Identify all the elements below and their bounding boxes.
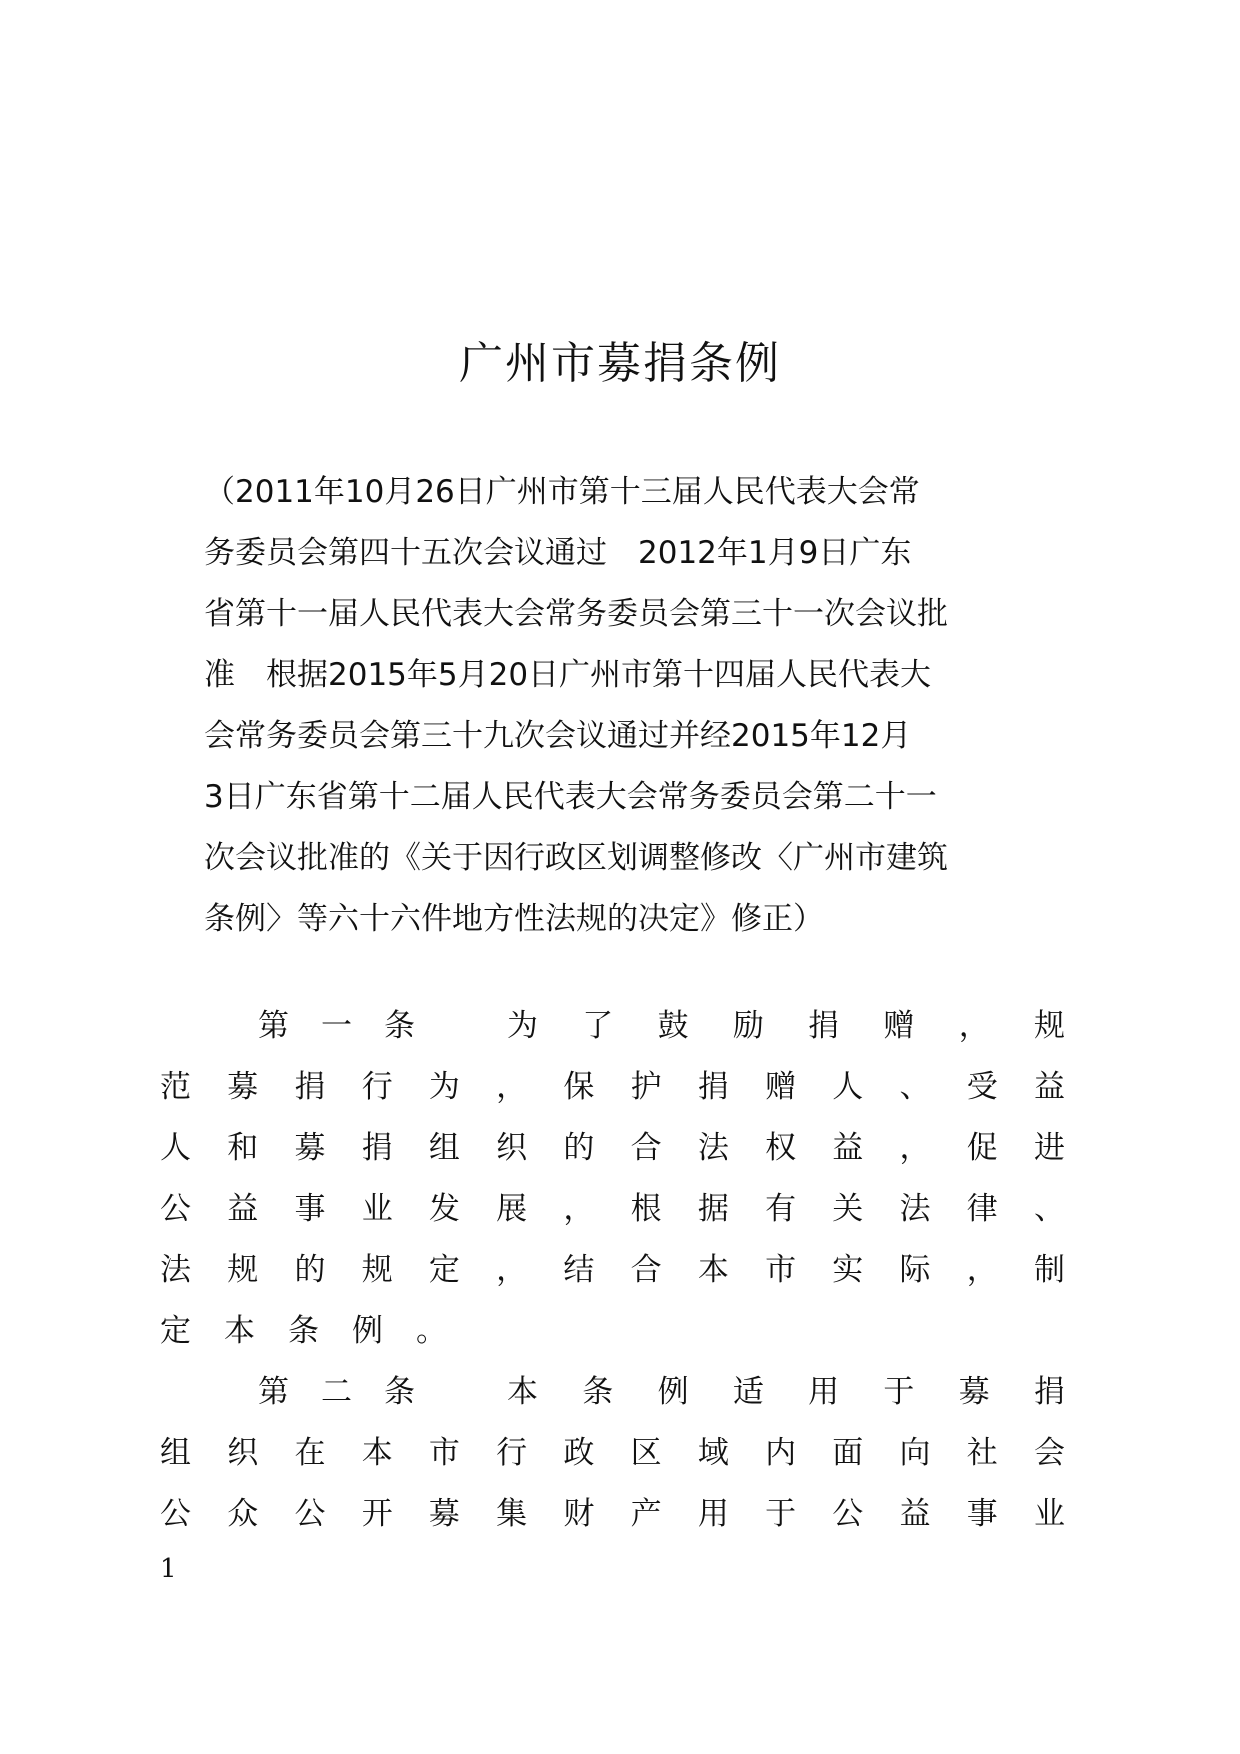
article-2-first-line bbox=[160, 1362, 1065, 1423]
article-1-line bbox=[160, 1057, 1065, 1118]
article-1-line bbox=[160, 1179, 1065, 1240]
article-2-line bbox=[160, 1484, 1065, 1545]
preamble-line: 次会议批准的《关于因行政区划调整修改〈广州市建筑 bbox=[204, 840, 948, 876]
page-number: 1 bbox=[160, 1554, 177, 1584]
article-2-label: 第二条 bbox=[258, 1374, 447, 1410]
article-1-line bbox=[160, 1118, 1065, 1179]
preamble-line: 省第十一届人民代表大会常务委员会第三十一次会议批 bbox=[204, 596, 948, 632]
article-2-text: 组织在本市行政区域内面向社会 bbox=[160, 1435, 1065, 1471]
preamble-line: 会常务委员会第三十九次会议通过并经2015年12月 bbox=[204, 718, 912, 754]
article-2-line bbox=[160, 1423, 1065, 1484]
article-1-first-line bbox=[160, 996, 1065, 1057]
articles bbox=[160, 996, 1065, 1545]
article-1-text: 人和募捐组织的合法权益，促进 bbox=[160, 1130, 1065, 1166]
article-2-text: 公众公开募集财产用于公益事业 bbox=[160, 1496, 1065, 1532]
article-1-line bbox=[160, 1240, 1065, 1301]
article-1-text: 范募捐行为，保护捐赠人、受益 bbox=[160, 1069, 1065, 1105]
article-1-text: 法规的规定，结合本市实际，制 bbox=[160, 1252, 1065, 1288]
preamble bbox=[204, 462, 1024, 950]
article-1-text: 为了鼓励捐赠，规 bbox=[507, 1008, 1065, 1044]
preamble-line: 务委员会第四十五次会议通过 2012年1月9日广东 bbox=[204, 535, 912, 571]
preamble-line: 3日广东省第十二届人民代表大会常务委员会第二十一 bbox=[204, 779, 937, 815]
preamble-line: 准 根据2015年5月20日广州市第十四届人民代表大 bbox=[204, 657, 932, 693]
document-title: 广州市募捐条例 bbox=[459, 338, 781, 389]
preamble-line: 条例〉等六十六件地方性法规的决定》修正） bbox=[204, 901, 824, 937]
article-1-label: 第一条 bbox=[258, 1008, 447, 1044]
article-2-text: 本条例适用于募捐 bbox=[507, 1374, 1065, 1410]
article-1-text: 公益事业发展，根据有关法律、 bbox=[160, 1191, 1065, 1227]
preamble-line: （2011年10月26日广州市第十三届人民代表大会常 bbox=[204, 474, 920, 510]
article-1-last-line bbox=[160, 1301, 1065, 1362]
article-1-text: 定本条例。 bbox=[160, 1313, 480, 1349]
